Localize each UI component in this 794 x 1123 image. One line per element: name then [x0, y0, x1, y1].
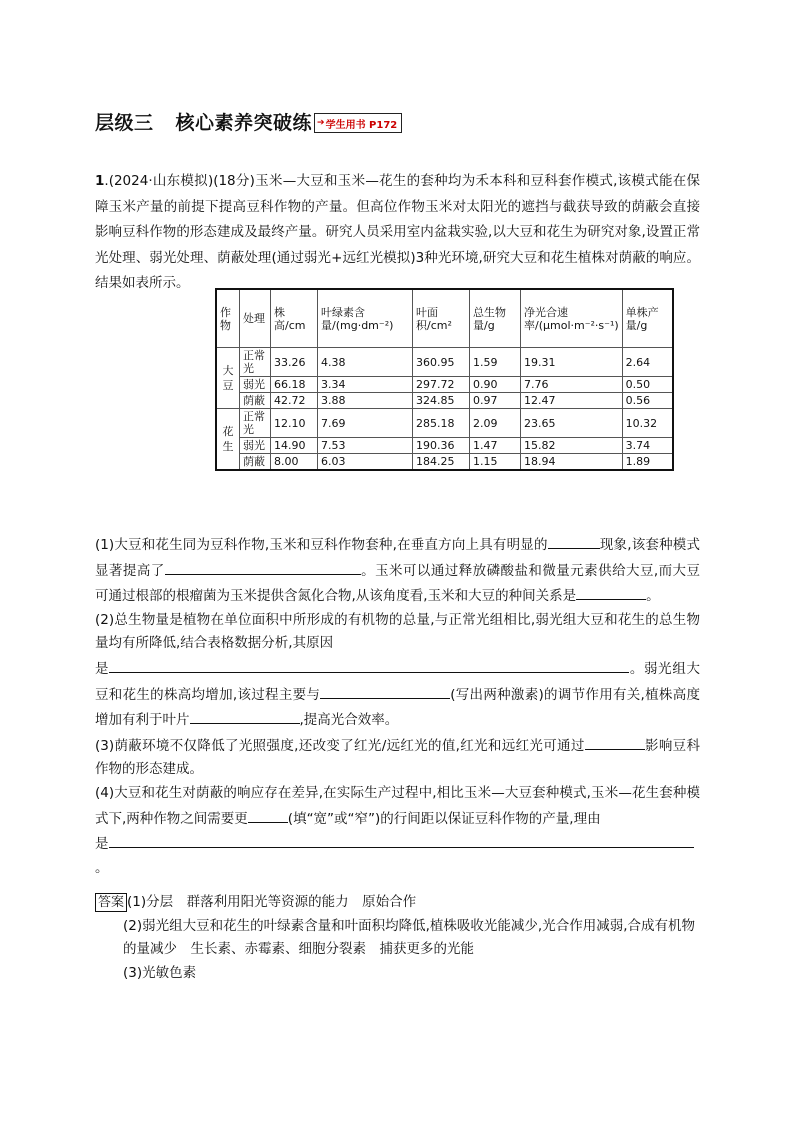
answer-text: (1)分层 群落利用阳光等资源的能力 原始合作	[127, 894, 417, 910]
book-reference-label: 学生用书 P172	[325, 119, 398, 131]
table-cell: 1.47	[470, 438, 521, 454]
sub-question-1	[95, 532, 700, 609]
sub-question-text: ,提高光合效率。	[299, 712, 399, 729]
answer-blank[interactable]	[165, 558, 361, 575]
table-cell: 23.65	[521, 409, 623, 438]
sub-question-text: (3)荫蔽环境不仅降低了光照强度,还改变了红光/远红光的值,红光和远红光可通过	[95, 737, 585, 754]
table-cell: 12.10	[271, 409, 318, 438]
sub-question-text: 。玉米可以通过释放磷酸盐和微量元素供给大豆,而大豆可通过根部的根瘤菌为玉米提供含氮化合物,从该角度看,玉米和大豆的种间关系是	[95, 562, 700, 605]
table-cell: 6.03	[318, 454, 413, 471]
table-cell: 荫蔽	[240, 393, 271, 409]
sub-question-text: (填“宽”或“窄”)的行间距以保证豆科作物的产量,理由	[287, 810, 601, 827]
data-table	[215, 288, 674, 471]
question-intro	[95, 169, 700, 297]
book-reference-stub	[314, 113, 402, 133]
table-row	[216, 377, 673, 393]
table-cell: 42.72	[271, 393, 318, 409]
table-cell: 正常光	[240, 348, 271, 377]
answer-line-1	[95, 891, 700, 915]
sub-question-text: (2)总生物量是植物在单位面积中所形成的有机物的总量,与正常光组相比,弱光组大豆和花生的总生物量均有所降低,结合表格数据分析,其原因	[95, 611, 700, 652]
table-cell: 4.38	[318, 348, 413, 377]
answer-blank[interactable]	[548, 532, 600, 549]
table-cell: 10.32	[622, 409, 673, 438]
answer-blank[interactable]	[585, 733, 645, 750]
table-cell: 297.72	[413, 377, 470, 393]
sub-question-4	[95, 782, 700, 880]
answer-line-3: (3)光敏色素	[123, 964, 197, 981]
sub-questions	[95, 532, 700, 880]
table-header-cell: 株高/cm	[271, 289, 318, 348]
table-header-cell: 叶面积/cm²	[413, 289, 470, 348]
section-level: 层级三	[95, 111, 154, 134]
table-cell: 15.82	[521, 438, 623, 454]
sub-question-text: 现象,该套种模式显著提高了	[95, 537, 700, 579]
table-cell: 360.95	[413, 348, 470, 377]
table-cell: 8.00	[271, 454, 318, 471]
sub-question-text: 。	[646, 588, 660, 605]
answer-tag: 答案	[95, 893, 127, 912]
sub-question-text: (4)大豆和花生对荫蔽的响应存在差异,在实际生产过程中,相比玉米—大豆套种模式,玉米—花生套种模式下,两种作物之间需要更	[95, 784, 700, 827]
answer-blank[interactable]	[109, 831, 694, 848]
table-cell: 3.88	[318, 393, 413, 409]
answer-blank[interactable]	[109, 656, 629, 673]
table-cell: 1.89	[622, 454, 673, 471]
section-header	[95, 107, 402, 135]
table-cell: 285.18	[413, 409, 470, 438]
table-cell: 7.69	[318, 409, 413, 438]
arrow-icon: ➔	[317, 118, 325, 128]
table-cell: 1.59	[470, 348, 521, 377]
table-cell: 324.85	[413, 393, 470, 409]
table-header-cell: 处理	[240, 289, 271, 348]
table-cell: 3.74	[622, 438, 673, 454]
table-header-cell: 单株产量/g	[622, 289, 673, 348]
table-cell: 66.18	[271, 377, 318, 393]
sub-question-text: 影响豆科作物的形态建成。	[95, 737, 700, 778]
answer-blank[interactable]	[576, 583, 646, 600]
table-row	[216, 393, 673, 409]
answer-blank[interactable]	[190, 707, 300, 724]
table-cell: 1.15	[470, 454, 521, 471]
answer-blank[interactable]	[248, 806, 288, 823]
section-title: 核心素养突破练	[175, 111, 313, 134]
table-cell: 184.25	[413, 454, 470, 471]
sub-question-3	[95, 733, 700, 782]
table-cell: 33.26	[271, 348, 318, 377]
sub-question-text: (1)大豆和花生同为豆科作物,玉米和豆科作物套种,在垂直方向上具有明显的	[95, 537, 548, 553]
table-cell: 正常光	[240, 409, 271, 438]
answer-section	[95, 891, 700, 985]
table-cell: 2.09	[470, 409, 521, 438]
table-cell: 0.97	[470, 393, 521, 409]
table-row	[216, 348, 673, 377]
sub-question-text: 是	[95, 660, 110, 677]
table-cell: 18.94	[521, 454, 623, 471]
question-number: 1	[95, 173, 105, 189]
sub-question-2	[95, 609, 700, 733]
table-cell: 7.76	[521, 377, 623, 393]
table-row	[216, 409, 673, 438]
table-row	[216, 454, 673, 471]
table-row	[216, 438, 673, 454]
table-header-cell: 净光合速率/(μmol·m⁻²·s⁻¹)	[521, 289, 623, 348]
crop-cell: 大豆	[216, 348, 240, 409]
crop-cell: 花生	[216, 409, 240, 471]
answer-line-2: (2)弱光组大豆和花生的叶绿素含量和叶面积均降低,植株吸收光能减少,光合作用减弱,合成有机物的量减少 生长素、赤霉素、细胞分裂素 捕获更多的光能	[123, 917, 695, 957]
table-header-row	[216, 289, 673, 348]
table-cell: 0.50	[622, 377, 673, 393]
table-cell: 19.31	[521, 348, 623, 377]
table-cell: 2.64	[622, 348, 673, 377]
table-header-cell: 作物	[216, 289, 240, 348]
table-header-cell: 叶绿素含量/(mg·dm⁻²)	[318, 289, 413, 348]
sub-question-text: 是	[95, 836, 109, 853]
sub-question-text: 。	[95, 859, 109, 876]
table-cell: 3.34	[318, 377, 413, 393]
table-cell: 0.90	[470, 377, 521, 393]
sub-question-text: 。弱光组大豆和花生的株高均增加,该过程主要与	[95, 660, 701, 703]
question-intro-text: .(2024·山东模拟)(18分)玉米—大豆和玉米—花生的套种均为禾本科和豆科套作模式,该模式能在保障玉米产量的前提下提高豆科作物的产量。但高位作物玉米对太阳光的遮挡与截获导致的荫蔽会直接影响豆科作物的形态建成及最终产量。研究人员采用室内盆栽实验,以大豆和花生为研究对象,设置正常光处理、弱光处理、荫蔽处理(通过弱光+远红光模拟)3种光环境,研究大豆和花生植株对荫蔽的响应。结果如表所示。	[95, 173, 700, 291]
table-cell: 14.90	[271, 438, 318, 454]
table-cell: 7.53	[318, 438, 413, 454]
sub-question-text: (写出两种激素)的调节作用有关,植株高度增加有利于叶片	[95, 686, 701, 729]
table-cell: 荫蔽	[240, 454, 271, 471]
table-cell: 0.56	[622, 393, 673, 409]
answer-blank[interactable]	[320, 682, 450, 699]
table-cell: 12.47	[521, 393, 623, 409]
table-cell: 弱光	[240, 438, 271, 454]
table-cell: 弱光	[240, 377, 271, 393]
table-header-cell: 总生物量/g	[470, 289, 521, 348]
table-cell: 190.36	[413, 438, 470, 454]
